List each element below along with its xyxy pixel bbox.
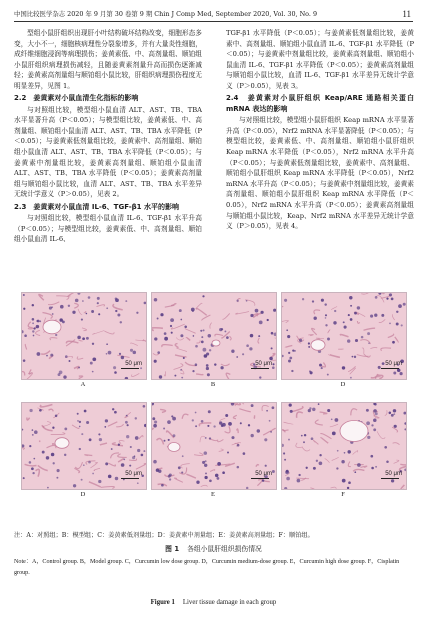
section-heading-2-3: 2.3 姜黄素对小鼠血清 IL-6、TGF-β1 水平的影响 [14, 202, 179, 211]
figure-caption-text: 各组小鼠肝组织损伤情况 [187, 545, 262, 553]
paragraph: 与对照组比较，模型组小鼠血清 ALT、AST、TB、TBA 水平显著升高（P＜0.05）；与模型组比较，姜黄素低、中、高剂量组、顺铂组小鼠血清 ALT、AST、TB、TBA 水平降低（P＜0.05）；与姜黄素低剂量组比较，姜黄素中、高剂量组、顺铂组小鼠血清 ALT、AST、TB、TBA 水平降低（P＜0.05）；与姜黄素中剂量组比较，姜黄素高剂量组、顺铂组小鼠血清 ALT、AST、TB、TBA 水平降低（P＜0.05）；姜黄素高剂量组与顺铂组小鼠比较，血清 ALT、AST、TB、TBA 水平差异无统计学意义（P＞0.05），见表 2。 [14, 105, 202, 199]
micrograph-panel-d [21, 402, 147, 490]
micrograph-panel-e [151, 402, 277, 490]
section-heading-2-4: 2.4 姜黄素对小鼠肝组织 Keap/ARE 通路相关蛋白 mRNA 表达的影响 [226, 94, 414, 113]
figure-caption-text: Liver tissue damage in each group [182, 599, 277, 606]
scale-bar-label: 50 μm [255, 361, 272, 367]
scale-bar [121, 478, 139, 479]
scale-bar-label: 50 μm [385, 361, 402, 367]
scale-bar [121, 368, 139, 369]
scale-bar [381, 368, 399, 369]
paragraph: 型组小鼠肝组织出现肝小叶结构破坏结构改变，细胞形态多变，大小不一，细胞核病理性分裂象增多，并有大量炎性细胞，成纤维细胞浸润等病理损伤；姜黄素低、中、高剂量组、顺铂组小鼠肝组织病理损伤减轻，且随姜黄素剂量升高而损伤逐渐减轻；姜黄素高剂量组与顺铂组小鼠比较，肝组织病理损伤程度无明显差异，见图 1。 [14, 29, 202, 90]
scale-bar-label: 50 μm [255, 471, 272, 477]
panel-label: F [341, 491, 345, 498]
micrograph-panel-a [21, 292, 147, 380]
left-column [14, 28, 202, 245]
panel-label: B [210, 381, 216, 388]
micrograph-panel-b [151, 292, 277, 380]
page-number: 11 [402, 9, 411, 19]
figure-caption-label: 图 1 [165, 545, 180, 553]
micrograph-panel-f [281, 402, 407, 490]
panel-label: D [80, 491, 86, 498]
scale-bar [251, 478, 269, 479]
paragraph: 与对照组比较，模型组小鼠肝组织 Keap mRNA 水平显著升高（P＜0.05），Nrf2 mRNA 水平显著降低（P＜0.05）；与模型组比较，姜黄素低、中、高剂量组、顺铂组小鼠肝组织 Keap mRNA 水平降低（P＜0.05），Nrf2 mRNA 水平升高（P＜0.05）；与姜黄素低剂量组比较，姜黄素中、高剂量组、顺铂组小鼠肝组织 Keap mRNA 水平降低（P＜0.05），Nrf2 mRNA 水平升高（P＜0.05）；与姜黄素中剂量组比较，姜黄素高剂量组、顺铂组小鼠肝组织 Keap mRNA 水平降低（P＜0.05），Nrf2 mRNA 水平升高（P＜0.05）；姜黄素高剂量组与顺铂组小鼠比较，Keap、Nrf2 mRNA 水平差异无统计学意义（P＞0.05），见表 4。 [226, 116, 414, 231]
scale-bar [381, 478, 399, 479]
micrograph-panel-c [281, 292, 407, 380]
panel-label: A [80, 381, 86, 388]
section-heading-2-2: 2.2 姜黄素对小鼠血清生化指标的影响 [14, 94, 139, 103]
figure-note-en: Note：A，Control group. B，Model group. C，Curcumin low dose group. D，Curcumin medium-dose group. E，Curcumin high dose group. F，Cisplatin group. [14, 559, 400, 576]
figure-1 [14, 292, 413, 528]
panel-label: E [211, 491, 215, 498]
scale-bar [251, 368, 269, 369]
figure-caption-cn [0, 543, 427, 553]
scale-bar-label: 50 μm [385, 471, 402, 477]
running-header-text: 中国比较医学杂志 2020 年 9 月第 30 卷第 9 期 Chin J Comp Med, September 2020, Vol. 30, No. 9 [14, 10, 318, 18]
paragraph: TGF-β1 水平降低（P＜0.05）；与姜黄素低剂量组比较，姜黄素中、高剂量组、顺铂组小鼠血清 IL-6、TGF-β1 水平降低（P＜0.05）；与姜黄素中剂量组比较，姜黄素高剂量组、顺铂组小鼠血清 IL-6、TGF-β1 水平降低（P＜0.05）；姜黄素高剂量组与顺铂组小鼠比较，血清 IL-6、TGF-β1 水平差异无统计学意义（P＞0.05），见表 3。 [226, 29, 414, 90]
scale-bar-label: 50 μm [125, 361, 142, 367]
journal-header [14, 7, 413, 22]
panel-label: D [340, 381, 346, 388]
figure-note-cn: 注：A：对照组；B：模型组；C：姜黄素低剂量组；D：姜黄素中剂量组；E：姜黄素高剂量组；F：顺铂组。 [14, 532, 314, 539]
right-column [226, 28, 414, 232]
scale-bar-label: 50 μm [125, 471, 142, 477]
figure-caption-en [0, 599, 427, 606]
paragraph: 与对照组比较，模型组小鼠血清 IL-6、TGF-β1 水平升高（P＜0.05）；与模型组比较，姜黄素低、中、高剂量组、顺铂组小鼠血清 IL-6、 [14, 214, 202, 244]
figure-caption-label: Figure 1 [150, 599, 175, 606]
